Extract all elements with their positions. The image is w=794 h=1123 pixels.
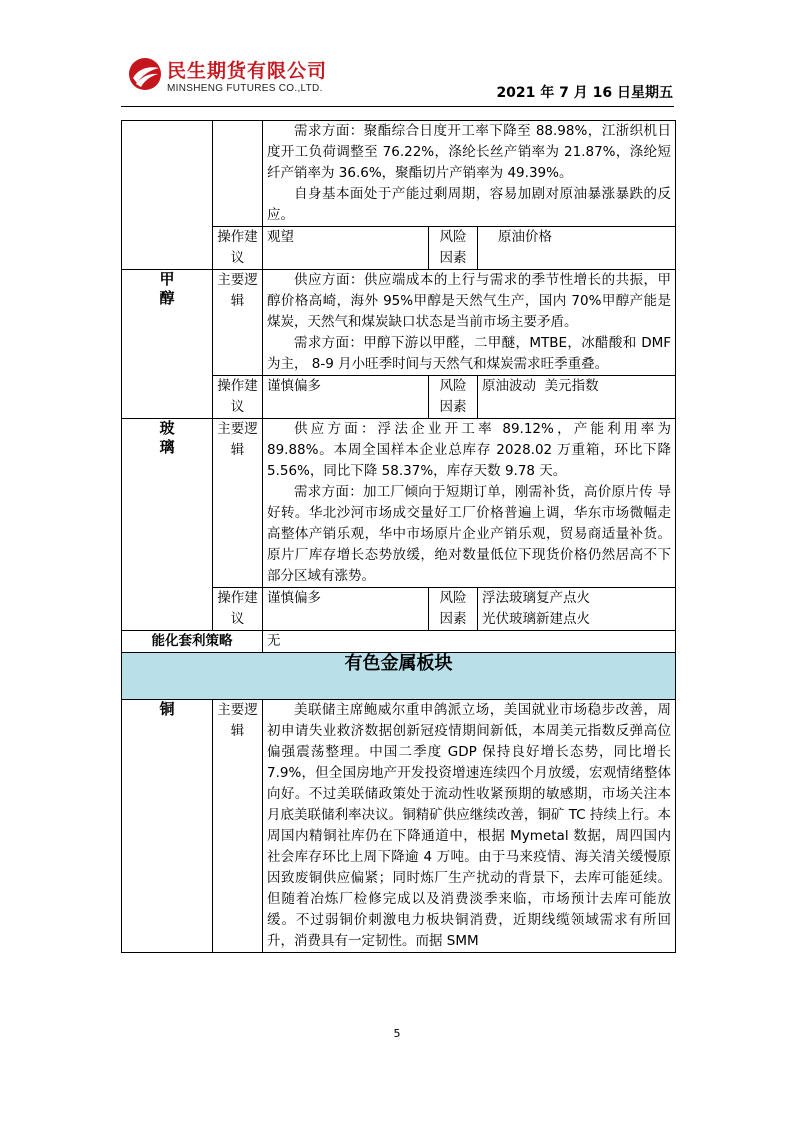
methanol-logic-paragraph: 供应方面：供应端成本的上行与需求的季节性增长的共振，甲醇价格高崎，海外 95%甲醇是天然气生产，国内 70%甲醇产能是煤炭，天然气和煤炭缺口状态是当前市场主要矛盾。 [267,272,672,330]
section-title: 有色金属板块 [122,653,676,700]
report-table [121,120,676,953]
risk-item: 原油价格 [498,229,552,245]
methanol-logic-content [263,270,676,376]
logic-label: 主要逻辑 [213,270,263,376]
operation-value: 谨慎偏多 [263,376,429,419]
report-date: 2021 年 7 月 16 日星期五 [496,85,673,101]
risk-value [478,588,676,631]
glass-logic-row [122,419,676,588]
glass-logic-paragraph: 需求方面：加工厂倾向于短期订单，刚需补货，高价原片传 导好转。华北沙河市场成交量好工厂价格普遍上调，华东市场微幅走高整体产销乐观，华中市场原片企业产销乐观，贸易商适量补货。原片厂库存增长态势放缓，绝对数量低位下现货价格仍然居高不下部分区域有涨势。 [267,484,672,584]
logic-label: 主要逻辑 [213,700,263,953]
minsheng-logo-icon [127,56,163,92]
copper-logic-row [122,700,676,953]
pta-logic-paragraph: 需求方面：聚酯综合日度开工率下降至 88.98%，江浙织机日度开工负荷调整至 76.22%，涤纶长丝产销率为 21.87%，涤纶短纤产销率为 36.6%，聚酯切片产销率为 49.39%。 [267,123,672,181]
logic-label: 主要逻辑 [213,419,263,588]
risk-value [478,376,676,419]
company-logo [127,56,367,102]
pta-logic-row [122,121,676,227]
glass-logic-content [263,419,676,588]
risk-item: 原油波动 美元指数 [482,378,599,394]
risk-label: 风险因素 [429,376,478,419]
page-number: 5 [393,1027,401,1040]
risk-item: 光伏玻璃新建点火 [482,611,590,627]
copper-category [122,700,213,953]
risk-label: 风险因素 [429,227,478,270]
logo-english-name: MINSHENG FUTURES CO.,LTD. [167,83,323,94]
copper-name: 铜 [159,700,175,718]
operation-label: 操作建议 [213,588,263,631]
methanol-category [122,270,213,419]
glass-name: 玻璃 [159,419,175,456]
copper-logic-content [263,700,676,953]
pta-logic-content [263,121,676,227]
methanol-name: 甲醇 [159,270,175,307]
pta-logic-paragraph: 自身基本面处于产能过剩周期，容易加剧对原油暴涨暴跌的反应。 [267,186,672,223]
logo-chinese-name: 民生期货有限公司 [167,60,328,82]
copper-logic-paragraph: 美联储主席鲍威尔重申鸽派立场，美国就业市场稳步改善，周初申请失业救济数据创新冠疫情期间新低，本周美元指数反弹高位偏强震荡整理。中国二季度 GDP 保持良好增长态势，同比增长 7.9%，但全国房地产开发投资增速连续四个月放缓，宏观情绪整体向好。不过美联储政策处于流动性收紧预期的敏感期，市场关注本月底美联储利率决议。铜精矿供应继续改善，铜矿 TC 持续上行。本周国内精铜社库仍在下降通道中，根据 Mymetal 数据，周四国内社会库存环比上周下降逾 4 万吨。由于马来疫情、海关清关缓慢原因致废铜供应偏紧；同时炼厂生产扰动的背景下，去库可能延续。但随着冶炼厂检修完成以及消费淡季来临，市场预计去库可能放缓。不过弱铜价刺激电力板块铜消费，近期线缆领域需求有所回升，消费具有一定韧性。而据 SMM [267,702,672,949]
risk-item: 浮法玻璃复产点火 [482,590,590,606]
operation-label: 操作建议 [213,227,263,270]
operation-value: 谨慎偏多 [263,588,429,631]
operation-label: 操作建议 [213,376,263,419]
glass-logic-paragraph: 供应方面：浮法企业开工率 89.12%，产能利用率为 89.88%。本周全国样本企业总库存 2028.02 万重箱，环比下降 5.56%，同比下降 58.37%，库存天数 9.78 天。 [267,421,672,479]
pta-category-cell [122,121,213,270]
glass-category [122,419,213,631]
operation-value: 观望 [263,227,429,270]
pta-logic-label-cell [213,121,263,227]
methanol-logic-paragraph: 需求方面：甲醇下游以甲醛，二甲醚，MTBE，冰醋酸和 DMF 为主， 8-9 月小旺季时间与天然气和煤炭需求旺季重叠。 [267,335,672,372]
risk-value [478,227,676,270]
arbitrage-label: 能化套利策略 [122,631,263,653]
risk-label: 风险因素 [429,588,478,631]
methanol-logic-row [122,270,676,376]
arbitrage-value: 无 [263,631,676,653]
section-header-row [122,653,676,700]
arbitrage-row [122,631,676,653]
header-divider [121,106,674,107]
page-header [0,0,794,110]
